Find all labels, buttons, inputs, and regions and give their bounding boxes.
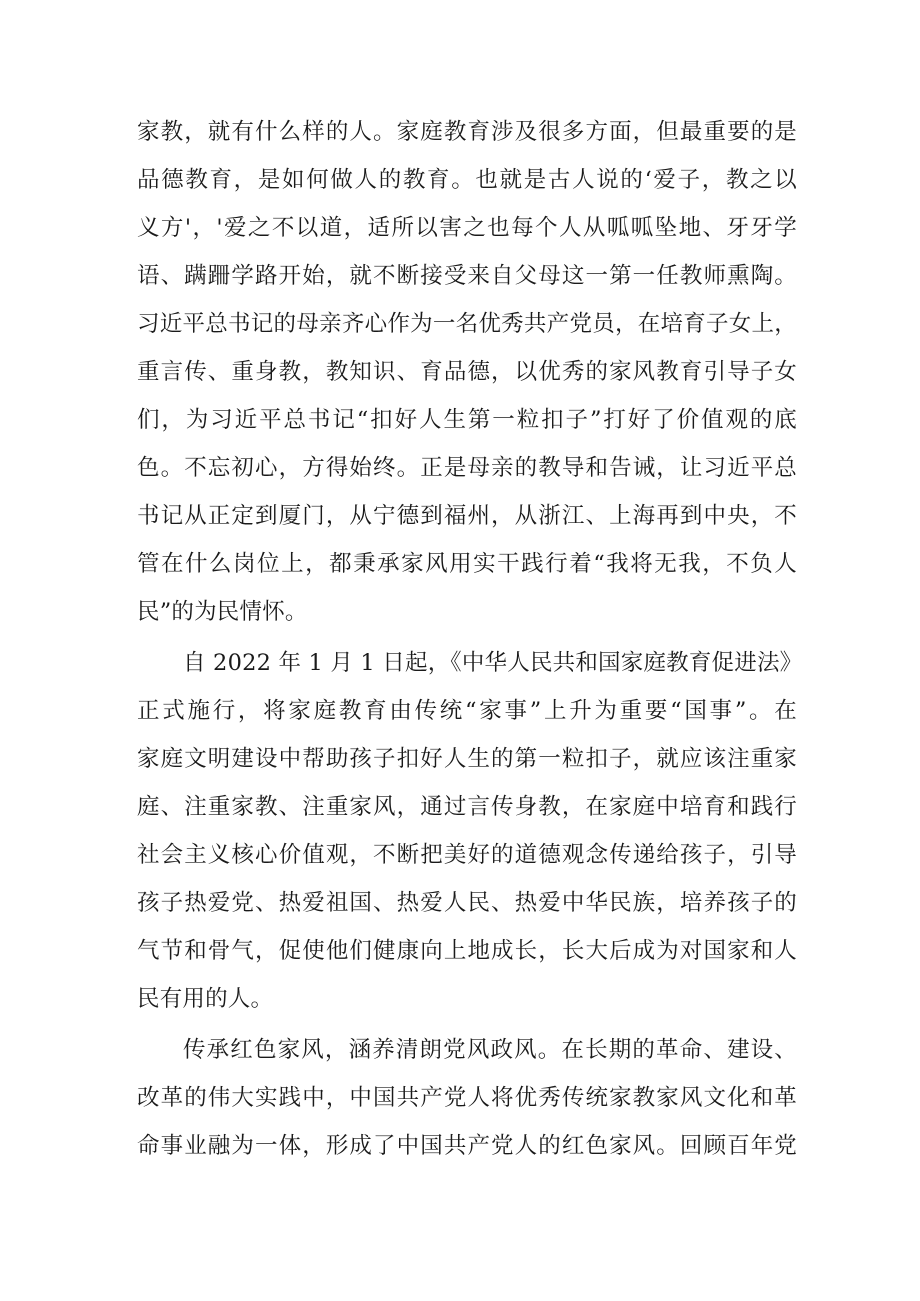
- text-line: 书记从正定到厦门，从宁德到福州，从浙江、上海再到中央，不: [137, 503, 797, 529]
- text-line: 家庭文明建设中帮助孩子扣好人生的第一粒扣子，就应该注重家: [137, 746, 797, 772]
- text-line: 改革的伟大实践中，中国共产党人将优秀传统家教家风文化和革: [137, 1085, 797, 1111]
- text-line: 色。不忘初心，方得始终。正是母亲的教导和告诫，让习近平总: [137, 455, 797, 481]
- text-line: 语、蹒跚学路开始，就不断接受来自父母这一第一任教师熏陶。: [137, 263, 797, 289]
- text-line: 家教，就有什么样的人。家庭教育涉及很多方面，但最重要的是: [137, 119, 797, 145]
- text-line: 孩子热爱党、热爱祖国、热爱人民、热爱中华民族，培养孩子的: [137, 890, 797, 916]
- paragraph-first-line: 自 2022 年 1 月 1 日起，《中华人民共和国家庭教育促进法》: [183, 650, 803, 676]
- text-line: 习近平总书记的母亲齐心作为一名优秀共产党员，在培育子女上，: [137, 311, 797, 337]
- text-line: 品德教育，是如何做人的教育。也就是古人说的‘爱子，教之以: [137, 167, 797, 193]
- text-line: 庭、注重家教、注重家风，通过言传身教，在家庭中培育和践行: [137, 794, 797, 820]
- text-line: 命事业融为一体，形成了中国共产党人的红色家风。回顾百年党: [137, 1133, 797, 1159]
- text-line: 民有用的人。: [137, 986, 274, 1012]
- text-line: 正式施行，将家庭教育由传统“家事”上升为重要“国事”。在: [137, 698, 797, 724]
- text-line: 们，为习近平总书记“扣好人生第一粒扣子”打好了价值观的底: [137, 407, 797, 433]
- text-line: 管在什么岗位上，都秉承家风用实干践行着“我将无我，不负人: [137, 551, 797, 577]
- text-line: 气节和骨气，促使他们健康向上地成长，长大后成为对国家和人: [137, 938, 797, 964]
- text-line: 民”的为民情怀。: [137, 599, 308, 625]
- paragraph-first-line: 传承红色家风，涵养清朗党风政风。在长期的革命、建设、: [183, 1037, 797, 1063]
- text-line: 义方'，'爱之不以道，适所以害之也每个人从呱呱坠地、牙牙学: [137, 215, 797, 241]
- text-line: 重言传、重身教，教知识、育品德，以优秀的家风教育引导子女: [137, 359, 797, 385]
- text-line: 社会主义核心价值观，不断把美好的道德观念传递给孩子，引导: [137, 842, 797, 868]
